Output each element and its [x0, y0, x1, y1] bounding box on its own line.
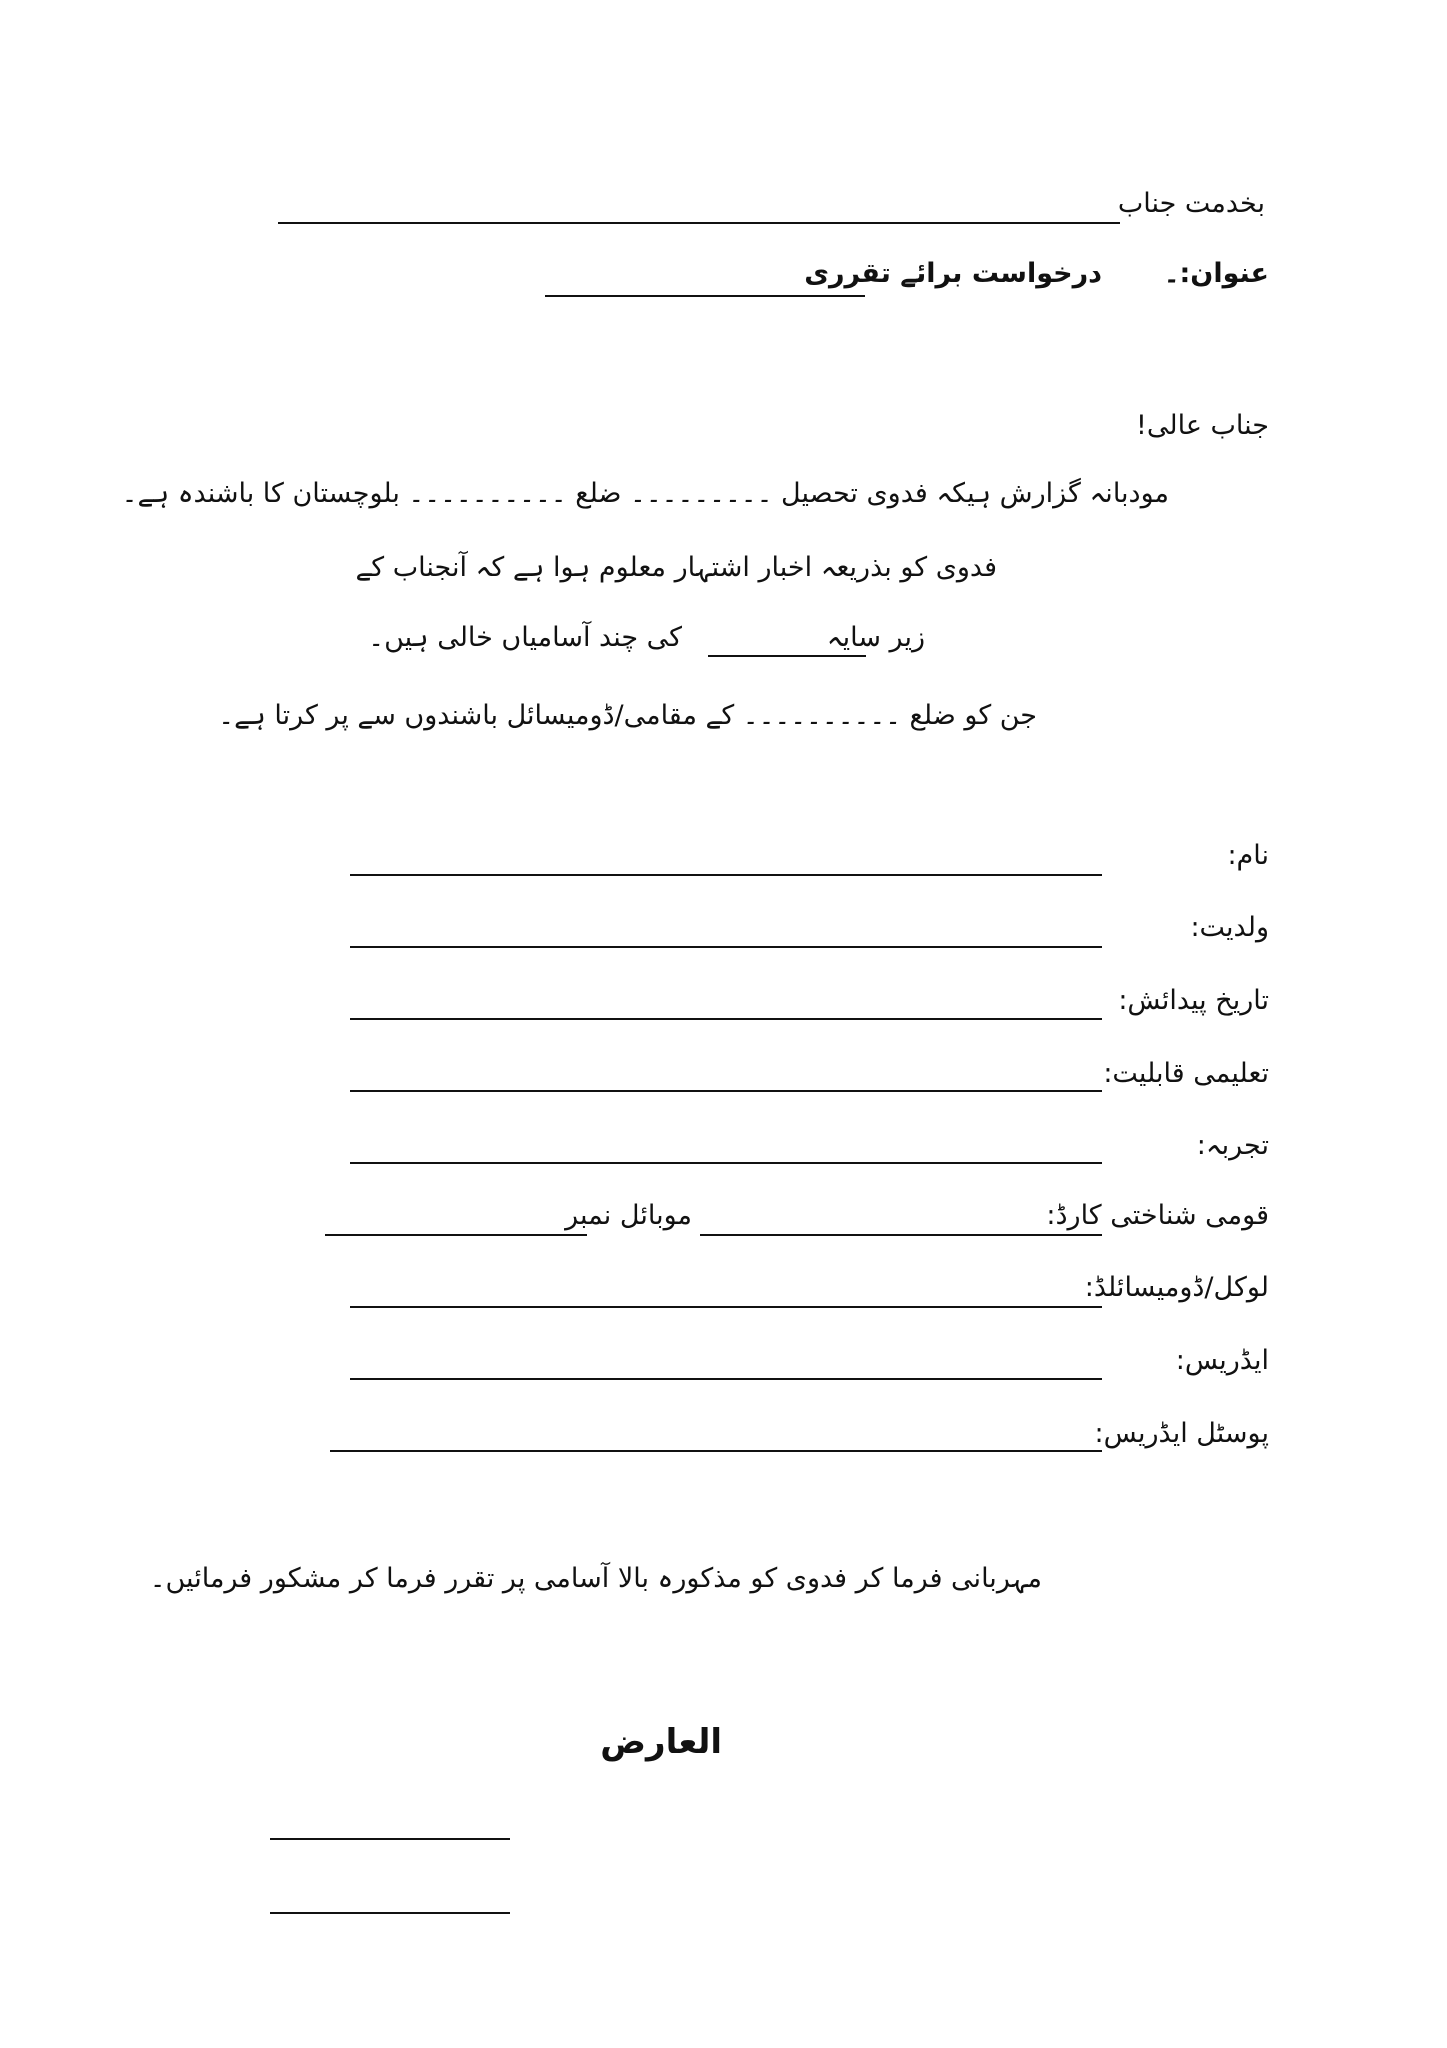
subject-label: عنوان:۔: [1163, 258, 1269, 289]
cnic-label: قومی شناختی کارڈ:: [1046, 1200, 1269, 1231]
paragraph-line-2: فدوی کو بذریعہ اخبار اشتہار معلوم ہوا ہے کہ آنجناب کے: [355, 552, 997, 583]
domicile-label: لوکل/ڈومیسائلڈ:: [1084, 1272, 1269, 1303]
domicile-input-line[interactable]: [350, 1306, 1102, 1308]
dob-label: تاریخ پیدائش:: [1118, 985, 1269, 1016]
mobile-label: موبائل نمبر: [565, 1200, 692, 1231]
paragraph-line-1: مودبانہ گزارش ہیکہ فدوی تحصیل ۔۔۔۔۔۔۔۔۔ ضلع ۔۔۔۔۔۔۔۔۔۔ بلوچستان کا باشندہ ہے۔: [121, 478, 1169, 509]
postal-address-input-line[interactable]: [330, 1450, 1102, 1452]
cnic-input-line[interactable]: [700, 1234, 1102, 1236]
applicant-heading: العارض: [600, 1722, 722, 1762]
experience-input-line[interactable]: [350, 1162, 1102, 1164]
education-label: تعلیمی قابلیت:: [1103, 1058, 1269, 1089]
postal-address-label: پوسٹل ایڈریس:: [1094, 1418, 1269, 1449]
experience-label: تجربہ:: [1196, 1130, 1269, 1161]
paragraph-line-3-start: زیر سایہ: [826, 622, 925, 653]
address-label: ایڈریس:: [1175, 1345, 1269, 1376]
signature-line-2[interactable]: [270, 1912, 510, 1914]
name-label: نام:: [1227, 840, 1269, 871]
mobile-input-line[interactable]: [325, 1234, 587, 1236]
education-input-line[interactable]: [350, 1090, 1102, 1092]
department-blank-line[interactable]: [708, 655, 866, 657]
subject-line[interactable]: [545, 295, 865, 297]
paragraph-line-3-end: کی چند آسامیاں خالی ہیں۔: [368, 622, 682, 653]
salutation: جناب عالی!: [1136, 410, 1269, 441]
address-input-line[interactable]: [350, 1378, 1102, 1380]
signature-line-1[interactable]: [270, 1838, 510, 1840]
subject-text: درخواست برائے تقرری: [804, 258, 1102, 289]
addressee-line[interactable]: [278, 222, 1120, 224]
closing-request: مہربانی فرما کر فدوی کو مذکورہ بالا آسامی پر تقرر فرما کر مشکور فرمائیں۔: [149, 1563, 1042, 1594]
paragraph-line-4: جن کو ضلع ۔۔۔۔۔۔۔۔۔۔ کے مقامی/ڈومیسائل باشندوں سے پر کرتا ہے۔: [218, 700, 1037, 731]
addressee-label: بخدمت جناب: [1117, 188, 1265, 219]
dob-input-line[interactable]: [350, 1018, 1102, 1020]
father-name-input-line[interactable]: [350, 946, 1102, 948]
name-input-line[interactable]: [350, 874, 1102, 876]
father-name-label: ولدیت:: [1190, 912, 1269, 943]
